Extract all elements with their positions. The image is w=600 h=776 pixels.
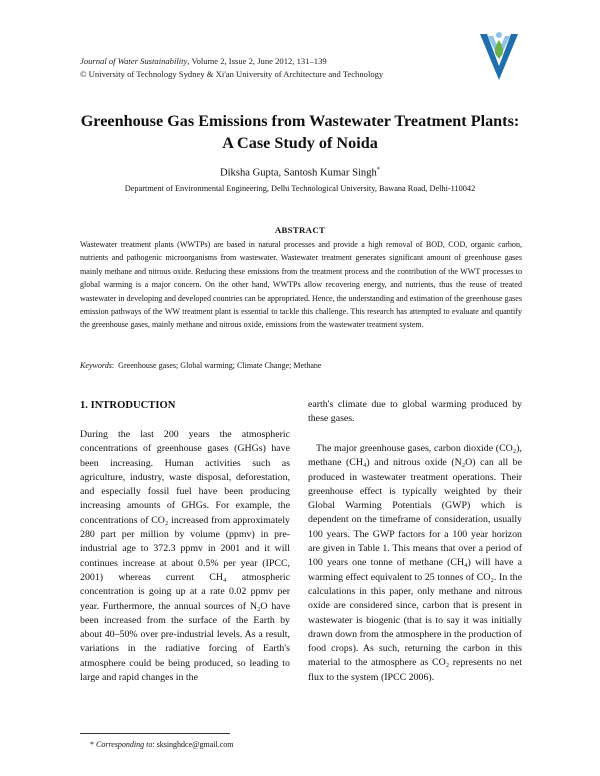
- journal-header: [80, 55, 500, 80]
- intro-paragraph-2: The major greenhouse gases, carbon dioxide (CO₂), methane (CH₄) and nitrous oxide (N₂O) can all be produced in wastewater treatment operations. Their greenhouse effect is typically weighted by their Global Warming Potentials (GWP) which is dependent on the timeframe of consideration, usually 100 years. The GWP factors for a 100 year horizon are given in Table 1. This means that over a period of 100 years one tonne of methane (CH₄) will have a warming effect equivalent to 25 tonnes of CO₂. In the calculations in this paper, only methane and nitrous oxide are considered since, carbon that is present in wastewater is biogenic (that is to say it was initially drawn down from the atmosphere in the production of food crops). As such, returning the carbon in this material to the atmosphere as CO₂ represents no net flux to the system (IPCC 2006).: [308, 443, 522, 683]
- section-heading-introduction: 1. INTRODUCTION: [80, 400, 176, 411]
- footnote: [90, 740, 234, 749]
- journal-name: Journal of Water Sustainability: [80, 56, 188, 66]
- author-names: Diksha Gupta, Santosh Kumar Singh: [219, 167, 377, 179]
- journal-details: , Volume 2, Issue 2, June 2012, 131–139: [187, 56, 327, 66]
- keywords-label: Keywords: [80, 361, 112, 370]
- intro-paragraph-1: During the last 200 years the atmospheric concentrations of greenhouse gases (GHGs) have been increasing. Human activities such as agriculture, industry, waste disposal, deforestation, and especially fossil fuel have been producing increasing amounts of GHGs. For example, the concentrations of CO₂ increased from approximately 280 part per million by volume (ppmv) in pre-industrial age to 372.3 ppmv in 2001 and it will continues increase at about 0.5% per year (IPCC, 2001) whereas current CH₄ atmospheric concentration is going up at a rate 0.02 ppmv per year. Furthermore, the annual sources of N₂O have been increased from the surface of the Earth by about 40–50% over pre-industrial levels. As a result, variations in the radiative forcing of Earth's atmosphere could be being produced, so leading to large and rapid changes in the: [80, 429, 290, 684]
- keywords-line: Keywords: Greenhouse gases; Global warming; Climate Change; Methane: [80, 361, 322, 370]
- footnote-marker: *: [90, 740, 94, 749]
- title-line-2: A Case Study of Noida: [222, 134, 378, 152]
- copyright-line: © University of Technology Sydney & Xi'an University of Architecture and Technology: [80, 68, 384, 79]
- abstract-text: Wastewater treatment plants (WWTPs) are based in natural processes and provide a high removal of BOD, COD, organic carbon, nutrients and pathogenic microorganisms from wastewater. Wastewater treatment generates significant amount of greenhouse gases mainly methane and nitrous oxide. Reducing these emissions from the treatment process and the contribution of the WWT processes to global warming is a major concern. On the other hand, WWTPs allow recovering energy, and nutrients, thus the reuse of treated wastewater in developing and developed countries can be appropriated. Hence, the understanding and estimation of the greenhouse gases emission pathways of the WW treatment plant is essential to tackle this challenge. This research has attempted to evaluate and quantify the greenhouse gases, mainly methane and nitrous oxide, emissions from the wastewater treatment system.: [80, 240, 522, 330]
- author-list: [60, 166, 540, 179]
- abstract-heading: ABSTRACT: [274, 225, 326, 235]
- intro-paragraph-1-continued: earth's climate due to global warming produced by these gases.: [308, 399, 522, 425]
- corresponding-marker: *: [376, 166, 381, 173]
- footnote-rule: [80, 733, 230, 734]
- title-line-1: Greenhouse Gas Emissions from Wastewater Treatment Plants:: [80, 112, 520, 130]
- journal-logo-icon: [476, 30, 522, 84]
- journal-citation: [80, 55, 500, 68]
- paper-title: [60, 110, 540, 154]
- affiliation: Department of Environmental Engineering, Delhi Technological University, Bawana Road, Delhi-110042: [124, 184, 476, 193]
- keywords-text: Greenhouse gases; Global warming; Climate Change; Methane: [118, 361, 322, 370]
- footnote-email: : sksinghdce@gmail.com: [152, 740, 234, 749]
- footnote-label: Corresponding to: [96, 740, 153, 749]
